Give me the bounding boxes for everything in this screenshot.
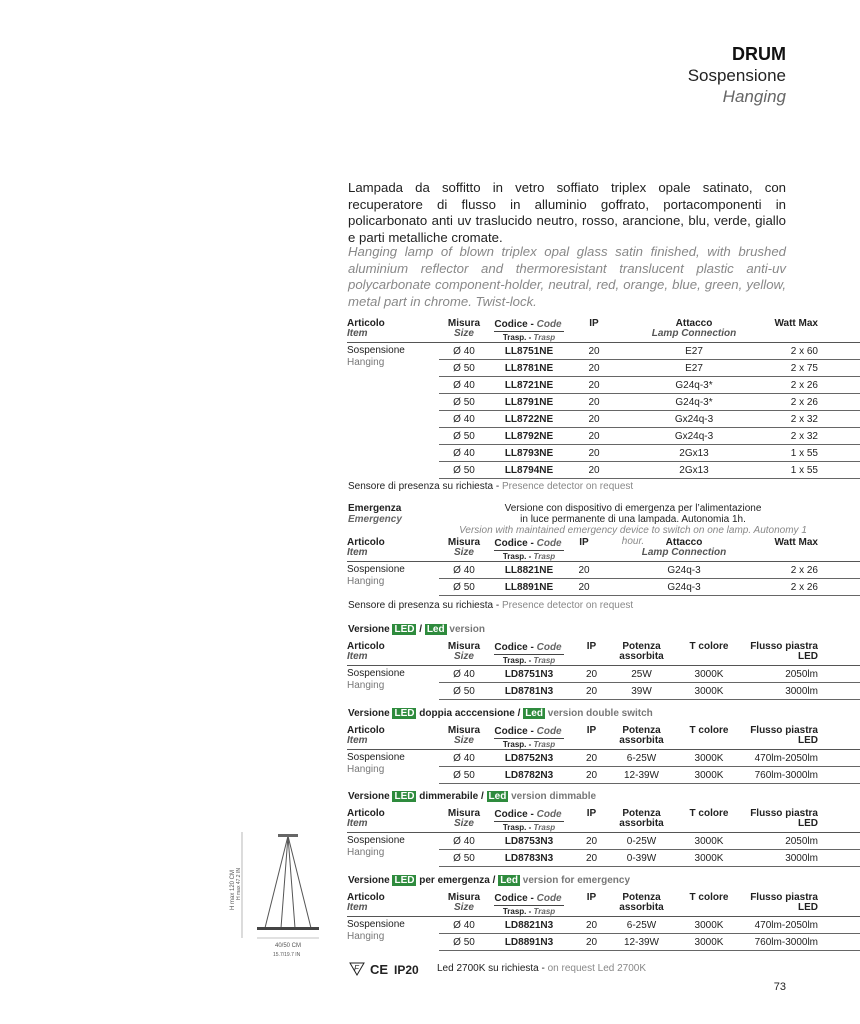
table-row xyxy=(347,562,860,579)
emergency-block xyxy=(348,503,818,547)
size-cell: Ø 40 xyxy=(439,562,489,579)
code-cell: LL8721NE xyxy=(489,377,569,394)
size-cell: Ø 40 xyxy=(439,917,489,934)
watt-cell: 2 x 26 xyxy=(769,562,860,579)
code-cell: LD8753N3 xyxy=(489,833,569,850)
flux-cell: 2050lm xyxy=(749,666,860,683)
rows-standard xyxy=(347,343,860,479)
article-it: Sospensione xyxy=(347,345,405,356)
ip-cell: 20 xyxy=(569,850,614,867)
description-it: Lampada da soffitto in vetro soffiato triplex opale satinato, con recuperatore di flusso in alluminio goffrato, portacomponenti in policarbonato anti uv traslucido neutro, rosso, arancione, blu, verde, giallo e parti metalliche cromate. xyxy=(348,180,786,245)
emergency-label-en: Emergency xyxy=(348,514,402,525)
size-cell: Ø 50 xyxy=(439,428,489,445)
connection-cell: E27 xyxy=(619,343,769,360)
ip-cell: 20 xyxy=(569,767,614,784)
watt-cell: 2 x 26 xyxy=(769,377,860,394)
ip-cell: 20 xyxy=(569,428,619,445)
connection-cell: Gx24q-3 xyxy=(619,411,769,428)
description-en: Hanging lamp of blown triplex opal glass satin finished, with brushed aluminium reflector and thermoresistant translucent plastic anti-uv polycarbonate component-holder, neutral, red, orange, blue, green, yellow, metal part in chrome. Twist-lock. xyxy=(348,244,786,309)
article-en: Hanging xyxy=(347,357,385,368)
size-cell: Ø 40 xyxy=(439,445,489,462)
f-mark-icon: F xyxy=(354,964,359,973)
flux-cell: 3000lm xyxy=(749,850,860,867)
color-temp-cell: 3000K xyxy=(669,750,749,767)
article-it: Sospensione xyxy=(347,564,405,575)
code-cell: LD8821N3 xyxy=(489,917,569,934)
article-en: Hanging xyxy=(347,576,385,587)
th-size: Size xyxy=(453,328,474,339)
article-it: Sospensione xyxy=(347,668,405,679)
th-watt-max: Watt Max xyxy=(774,318,818,329)
power-cell: 12-39W xyxy=(614,767,669,784)
watt-cell: 2 x 60 xyxy=(769,343,860,360)
table-emergency xyxy=(347,538,860,596)
size-cell: Ø 40 xyxy=(439,666,489,683)
emergency-description: Versione con dispositivo di emergenza per l’alimentazione in luce permanente di una lampada. Autonomia 1h. Version with maintained emergency device to switch on one lamp. Autonomy 1 hour. xyxy=(459,503,807,547)
section-led-double-switch: Versione LED doppia acccensione / Led version double switch xyxy=(348,708,653,719)
power-cell: 25W xyxy=(614,666,669,683)
ip-cell: 20 xyxy=(569,934,614,951)
power-cell: 12-39W xyxy=(614,934,669,951)
height-in-label: H max 47.2 IN xyxy=(236,868,242,900)
table-led-4 xyxy=(347,893,860,951)
ip-cell: 20 xyxy=(569,394,619,411)
color-temp-cell: 3000K xyxy=(669,833,749,850)
connection-cell: Gx24q-3 xyxy=(619,428,769,445)
table-header: Articolo Item Misura Size Codice - Code Trasp. - Trasp IP Potenza assorbita T colore Flusso piastra LED xyxy=(347,642,860,666)
emergency-label-it: Emergenza xyxy=(348,503,402,514)
connection-cell: E27 xyxy=(619,360,769,377)
article-it: Sospensione xyxy=(347,835,405,846)
color-temp-cell: 3000K xyxy=(669,917,749,934)
watt-cell: 2 x 26 xyxy=(769,394,860,411)
code-cell: LL8794NE xyxy=(489,462,569,479)
section-led-emergency: Versione LED per emergenza / Led version for emergency xyxy=(348,875,631,886)
watt-cell: 2 x 32 xyxy=(769,428,860,445)
table-row xyxy=(347,833,860,850)
table-row xyxy=(347,343,860,360)
ip-cell: 20 xyxy=(569,579,599,596)
code-cell: LL8891NE xyxy=(489,579,569,596)
code-cell: LL8722NE xyxy=(489,411,569,428)
code-cell: LL8781NE xyxy=(489,360,569,377)
table-header xyxy=(347,319,860,343)
size-cell: Ø 40 xyxy=(439,343,489,360)
connection-cell: G24q-3 xyxy=(599,579,769,596)
code-cell: LD8751N3 xyxy=(489,666,569,683)
ip-cell: 20 xyxy=(569,562,599,579)
ip-cell: 20 xyxy=(569,833,614,850)
flux-cell: 2050lm xyxy=(749,833,860,850)
power-cell: 0-25W xyxy=(614,833,669,850)
code-cell: LD8781N3 xyxy=(489,683,569,700)
size-cell: Ø 50 xyxy=(439,683,489,700)
ip20-mark: IP20 xyxy=(394,963,419,977)
flux-cell: 760lm-3000lm xyxy=(749,934,860,951)
th-ip: IP xyxy=(589,318,599,329)
size-cell: Ø 40 xyxy=(439,411,489,428)
ip-cell: 20 xyxy=(569,360,619,377)
size-cell: Ø 50 xyxy=(439,934,489,951)
th-trasp: Trasp. - Trasp xyxy=(502,333,556,342)
color-temp-cell: 3000K xyxy=(669,666,749,683)
table-standard xyxy=(347,319,860,479)
watt-cell: 1 x 55 xyxy=(769,445,860,462)
connection-cell: G24q-3 xyxy=(599,562,769,579)
flux-cell: 470lm-2050lm xyxy=(749,750,860,767)
connection-cell: 2Gx13 xyxy=(619,462,769,479)
section-led-dimmable: Versione LED dimmerabile / Led version dimmable xyxy=(348,791,597,802)
table-header: Articolo Item Misura Size Codice - Code Trasp. - Trasp IP Potenza assorbita T colore Flusso piastra LED xyxy=(347,726,860,750)
th-lamp-connection: Lamp Connection xyxy=(651,328,737,339)
dimension-drawing xyxy=(225,830,335,965)
flux-cell: 3000lm xyxy=(749,683,860,700)
led-2700k-note: Led 2700K su richiesta - on request Led 2700K xyxy=(437,963,647,974)
th-codice: Codice - Code xyxy=(494,319,562,330)
section-led-version: Versione LED / Led version xyxy=(348,624,485,635)
connection-cell: 2Gx13 xyxy=(619,445,769,462)
table-row xyxy=(347,750,860,767)
width-cm-label: 40/50 CM xyxy=(275,943,302,949)
watt-cell: 2 x 32 xyxy=(769,411,860,428)
size-cell: Ø 50 xyxy=(439,767,489,784)
ip-cell: 20 xyxy=(569,377,619,394)
table-header: Articolo Item Misura Size Codice - Code Trasp. - Trasp IP Potenza assorbita T colore Flusso piastra LED xyxy=(347,809,860,833)
article-en: Hanging xyxy=(347,680,385,691)
table-header: Articolo Item Misura Size Codice - Code Trasp. - Trasp IP Potenza assorbita T colore Flusso piastra LED xyxy=(347,893,860,917)
code-cell: LL8793NE xyxy=(489,445,569,462)
watt-cell: 2 x 75 xyxy=(769,360,860,377)
ip-cell: 20 xyxy=(569,445,619,462)
table-row xyxy=(347,666,860,683)
code-cell: LD8891N3 xyxy=(489,934,569,951)
page-number: 73 xyxy=(773,981,786,993)
flux-cell: 760lm-3000lm xyxy=(749,767,860,784)
sensor-note-2: Sensore di presenza su richiesta - Presence detector on request xyxy=(348,600,634,611)
color-temp-cell: 3000K xyxy=(669,683,749,700)
table-header: Articolo Item Misura Size Codice - Code Trasp. - Trasp IP Attacco Lamp Connection Watt Max xyxy=(347,538,860,562)
rows-emergency xyxy=(347,562,860,596)
product-name: DRUM xyxy=(732,44,786,64)
code-cell: LL8821NE xyxy=(489,562,569,579)
product-type-it: Sospensione xyxy=(687,66,786,85)
size-cell: Ø 50 xyxy=(439,394,489,411)
certifications xyxy=(348,961,647,980)
code-cell: LL8791NE xyxy=(489,394,569,411)
ip-cell: 20 xyxy=(569,343,619,360)
article-en: Hanging xyxy=(347,931,385,942)
size-cell: Ø 50 xyxy=(439,850,489,867)
watt-cell: 1 x 55 xyxy=(769,462,860,479)
watt-cell: 2 x 26 xyxy=(769,579,860,596)
th-item: Item xyxy=(347,328,368,339)
th-misura: Misura xyxy=(447,318,481,329)
size-cell: Ø 50 xyxy=(439,579,489,596)
ce-mark-icon: CE xyxy=(370,962,389,977)
connection-cell: G24q-3* xyxy=(619,377,769,394)
code-cell: LD8752N3 xyxy=(489,750,569,767)
code-cell: LL8792NE xyxy=(489,428,569,445)
color-temp-cell: 3000K xyxy=(669,767,749,784)
power-cell: 6-25W xyxy=(614,750,669,767)
color-temp-cell: 3000K xyxy=(669,934,749,951)
size-cell: Ø 50 xyxy=(439,360,489,377)
article-it: Sospensione xyxy=(347,919,405,930)
flux-cell: 470lm-2050lm xyxy=(749,917,860,934)
connection-cell: G24q-3* xyxy=(619,394,769,411)
page-header xyxy=(688,44,786,107)
code-cell: LD8783N3 xyxy=(489,850,569,867)
th-attacco: Attacco xyxy=(675,318,713,329)
size-cell: Ø 40 xyxy=(439,833,489,850)
power-cell: 0-39W xyxy=(614,850,669,867)
ip-cell: 20 xyxy=(569,462,619,479)
width-in-label: 15.7/19.7 IN xyxy=(273,952,301,958)
code-cell: LD8782N3 xyxy=(489,767,569,784)
height-cm-label: H max 120 CM xyxy=(230,869,236,910)
power-cell: 39W xyxy=(614,683,669,700)
size-cell: Ø 40 xyxy=(439,377,489,394)
table-led-2 xyxy=(347,726,860,784)
ip-cell: 20 xyxy=(569,411,619,428)
ip-cell: 20 xyxy=(569,750,614,767)
size-cell: Ø 50 xyxy=(439,462,489,479)
size-cell: Ø 40 xyxy=(439,750,489,767)
table-row xyxy=(347,917,860,934)
code-cell: LL8751NE xyxy=(489,343,569,360)
sensor-note-1: Sensore di presenza su richiesta - Presence detector on request xyxy=(348,481,634,492)
article-en: Hanging xyxy=(347,847,385,858)
table-led-3 xyxy=(347,809,860,867)
ip-cell: 20 xyxy=(569,683,614,700)
ip-cell: 20 xyxy=(569,666,614,683)
certification-icons xyxy=(348,961,433,977)
product-type-en: Hanging xyxy=(722,87,786,106)
article-en: Hanging xyxy=(347,764,385,775)
color-temp-cell: 3000K xyxy=(669,850,749,867)
article-it: Sospensione xyxy=(347,752,405,763)
power-cell: 6-25W xyxy=(614,917,669,934)
ip-cell: 20 xyxy=(569,917,614,934)
th-articolo: Articolo xyxy=(347,318,385,329)
table-led-1 xyxy=(347,642,860,700)
